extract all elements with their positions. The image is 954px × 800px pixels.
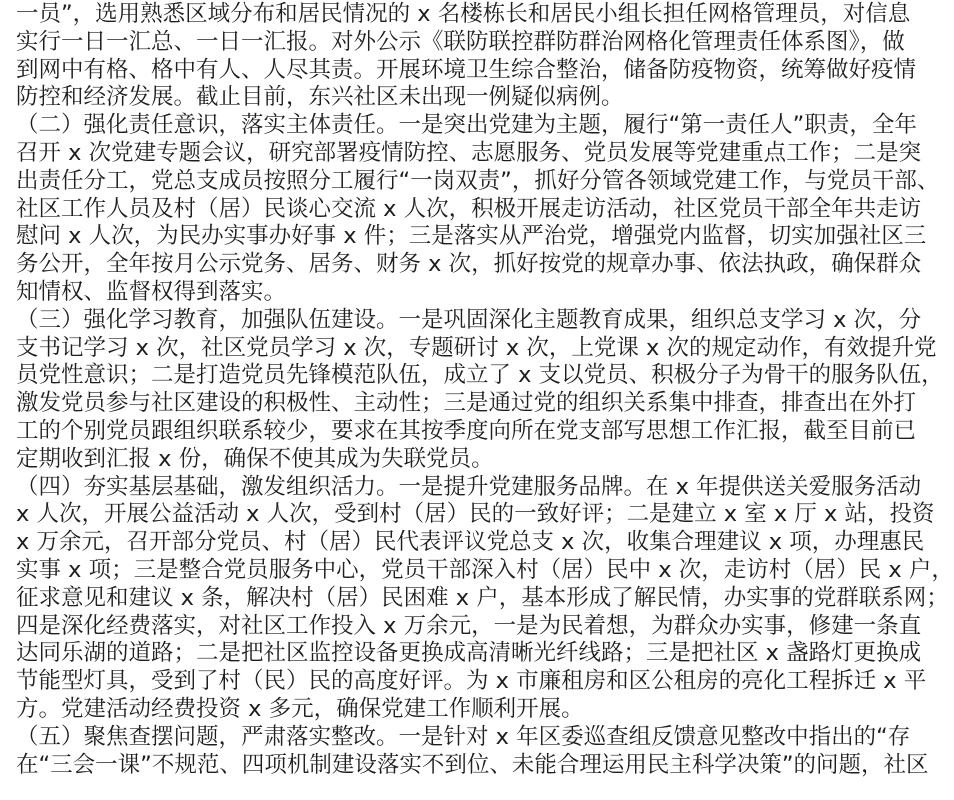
text-line: 征求意见和建议 x 条，解决村（居）民困难 x 户，基本形成了解民情，办实事的党群联系网； (16, 584, 949, 611)
text-line: 员党性意识；二是打造党员先锋模范队伍，成立了 x 支以党员、积极分子为骨干的服务队伍， (16, 362, 944, 389)
text-line: （五）聚焦查摆问题，严肃落实整改。一是针对 x 年区委巡查组反馈意见整改中指出的“存 (16, 723, 911, 750)
text-line: 方。党建活动经费投资 x 多元，确保党建工作顺利开展。 (16, 695, 584, 722)
text-line: 社区工作人员及村（居）民谈心交流 x 人次，积极开展走访活动，社区党员干部全年共走访 (16, 195, 922, 222)
text-line: 节能型灯具，受到了村（民）民的高度好评。为 x 市廉租房和区公租房的亮化工程拆迁 x 平 (16, 668, 927, 695)
text-line: 召开 x 次党建专题会议，研究部署疫情防控、志愿服务、党员发展等党建重点工作；二是突 (16, 139, 922, 166)
text-line: 激发党员参与社区建设的积极性、主动性；三是通过党的组织关系集中排查，排查出在外打 (16, 390, 917, 417)
text-line: 实行一日一汇总、一日一汇报。对外公示《联防联控群防群治网格化管理责任体系图》，做 (16, 28, 905, 55)
text-line: 知情权、监督权得到落实。 (16, 278, 287, 305)
text-line: 在“三会一课”不规范、四项机制建设落实不到位、未能合理运用民主科学决策”的问题，社区 (16, 751, 929, 778)
text-line: 支书记学习 x 次，社区党员学习 x 次，专题研讨 x 次，上党课 x 次的规定动作，有效提升党 (16, 334, 937, 361)
text-line: 四是深化经费落实，对社区工作投入 x 万余元，一是为民着想，为群众办实事，修建一条直 (16, 612, 922, 639)
text-line: （二）强化责任意识，落实主体责任。一是突出党建为主题，履行“第一责任人”职责，全年 (16, 112, 917, 139)
text-line: 务公开，全年按月公示党务、居务、财务 x 次，抓好按党的规章办事、依法执政，确保群众 (16, 251, 922, 278)
text-line: 到网中有格、格中有人、人尽其责。开展环境卫生综合整治，储备防疫物资，统筹做好疫情 (16, 56, 917, 83)
document-page (16, 1, 954, 779)
text-line: 定期收到汇报 x 份，确保不使其成为失联党员。 (16, 445, 494, 472)
text-line: 一员”，选用熟悉区域分布和居民情况的 x 名楼栋长和居民小组长担任网格管理员，对信息 (16, 1, 911, 27)
text-line: 达同乐湖的道路；二是把社区监控设备更换成高清晰光纤线路；三是把社区 x 盏路灯更换成 (16, 640, 922, 667)
text-line: x 万余元，召开部分党员、村（居）民代表评议党总支 x 次，收集合理建议 x 项，办理惠民 (16, 529, 925, 556)
text-line: 出责任分工，党总支成员按照分工履行“一岗双责”，抓好分管各领域党建工作，与党员干部、 (16, 167, 940, 194)
text-line: （四）夯实基层基础，激发组织活力。一是提升党建服务品牌。在 x 年提供送关爱服务活动 (16, 473, 922, 500)
text-line: 防控和经济发展。截止目前，东兴社区未出现一例疑似病例。 (16, 84, 624, 111)
text-line: 工的个别党员跟组织联系较少，要求在其按季度向所在党支部写思想工作汇报，截至目前已 (16, 417, 917, 444)
text-line: （三）强化学习教育，加强队伍建设。一是巩固深化主题教育成果，组织总支学习 x 次，分 (16, 306, 922, 333)
text-line: 实事 x 项；三是整合党员服务中心，党员干部深入村（居）民中 x 次，走访村（居）民 x 户， (16, 556, 954, 583)
text-line: 慰问 x 人次，为民办实事办好事 x 件；三是落实从严治党，增强党内监督，切实加强社区三 (16, 223, 927, 250)
text-line: x 人次，开展公益活动 x 人次，受到村（居）民的一致好评；二是建立 x 室 x 厅 x 站，投资 (16, 501, 935, 528)
